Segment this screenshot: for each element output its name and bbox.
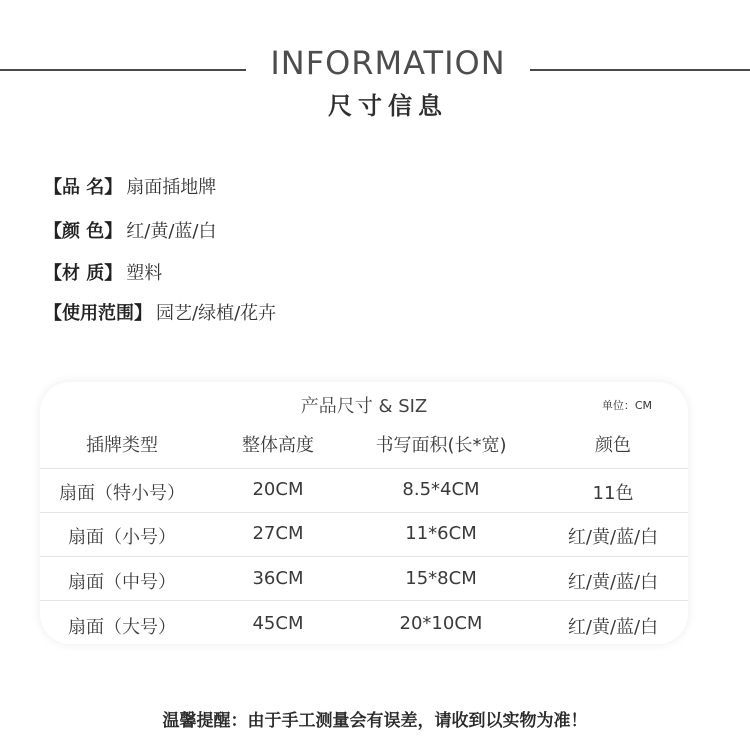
table-header-height: 整体高度 [242,435,314,456]
table-header-type: 插牌类型 [86,435,158,456]
info-value: 园艺/绿植/花卉 [156,303,277,324]
table-cell-area: 15*8CM [405,568,477,589]
table-cell-height: 20CM [252,479,304,500]
table-cell-type: 扇面（大号） [68,617,176,638]
table-cell-area: 20*10CM [399,613,483,634]
info-key: 【使用范围】 [44,303,152,324]
table-cell-color: 11色 [592,483,634,504]
header-divider-left [0,69,246,71]
row-divider [40,556,688,557]
table-cell-color: 红/黄/蓝/白 [567,617,659,638]
row-divider [40,468,688,469]
info-value: 红/黄/蓝/白 [126,221,217,242]
info-key: 【品 名】 [44,177,123,198]
info-item-name [44,173,216,199]
info-value: 塑料 [126,263,163,284]
table-cell-height: 45CM [252,613,304,634]
row-divider [40,512,688,513]
table-unit: 单位：CM [601,399,652,412]
header-divider-right [530,69,750,71]
table-cell-height: 36CM [252,568,304,589]
table-cell-type: 扇面（特小号） [59,483,185,504]
table-cell-type: 扇面（小号） [68,527,176,548]
page-subtitle: 尺寸信息 [328,92,448,120]
table-cell-color: 红/黄/蓝/白 [567,572,659,593]
table-header-area: 书写面积(长*宽) [375,435,507,456]
table-cell-height: 27CM [252,523,304,544]
info-item-color [44,217,216,243]
table-cell-area: 8.5*4CM [402,479,480,500]
table-cell-area: 11*6CM [405,523,477,544]
info-key: 【颜 色】 [44,221,123,242]
info-value: 扇面插地牌 [126,177,217,198]
table-cell-color: 红/黄/蓝/白 [567,527,659,548]
footer-note: 温馨提醒：由于手工测量会有误差，请收到以实物为准！ [162,711,588,731]
info-item-material [44,259,162,285]
row-divider [40,600,688,601]
table-header-color: 颜色 [595,435,631,456]
page-title: INFORMATION [270,44,506,82]
info-key: 【材 质】 [44,263,123,284]
size-table [40,382,688,644]
table-title: 产品尺寸 & SIZ [300,396,428,417]
table-cell-type: 扇面（中号） [68,572,176,593]
info-item-usage [44,299,276,325]
